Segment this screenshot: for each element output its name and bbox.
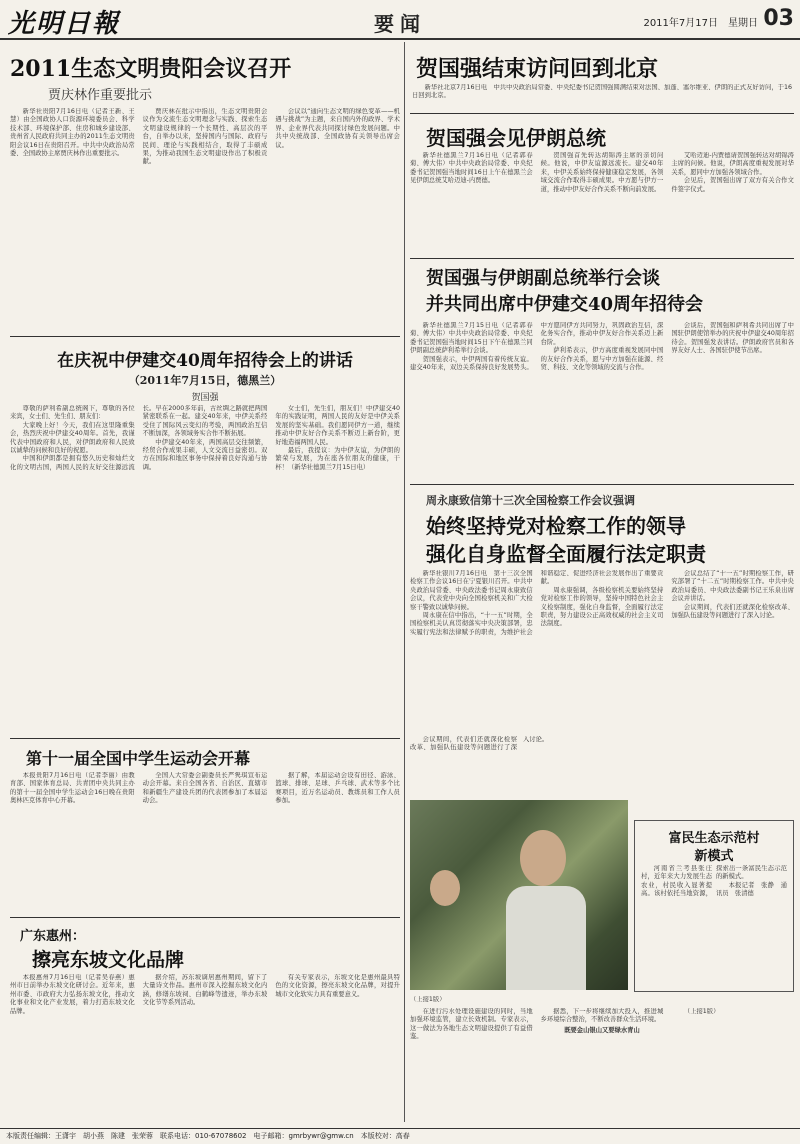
divider (410, 113, 794, 114)
article-body: 本报贵阳7月16日电（记者李丽）由教育部、国家体育总局、共青团中央共同主办的第十一届全国中学生运动会16日晚在贵阳奥林匹克体育中心开幕。 全国人大常委会副委员长严隽琪宣布运动会开幕。来自全国各省、自治区、直辖市和新疆生产建设兵团的代表团参加了本届运动会。 据了解，本届运动会设有田径、游泳、篮球、排球、足球、乒乓球、武术等多个比赛项目，近万名运动员、教练员和工作人员参加。 (10, 772, 400, 805)
article-title: 贺国强与伊朗副总统举行会谈 (426, 268, 660, 289)
article-body: 新华社德黑兰7月15日电（记者郭春菊、傅大伟）中共中央政治局常委、中央纪委书记贺国强当地时间15日下午在德黑兰同伊朗副总统萨利希举行会谈。 贺国强表示，中伊两国有着传统友谊。建交40年来，双边关系保持良好发展势头。中方愿同伊方共同努力，巩固政治互信，深化务实合作，推动中伊友好合作关系迈上新台阶。 萨利希表示，伊方高度重视发展同中国的友好合作关系，愿与中方加强在能源、经贸、科技、文化等领域的交流与合作。 会谈后，贺国强和萨利希共同出席了中国驻伊朗使馆举办的庆祝中伊建交40周年招待会。贺国强发表讲话。伊朗政府官员和各界友好人士、各国驻伊使节出席。 (410, 322, 794, 372)
section-title: 要闻 (374, 12, 426, 36)
divider (10, 917, 400, 918)
person-face (520, 830, 566, 886)
person-face (430, 870, 460, 906)
article-body: 新华社德黑兰7月16日电（记者郭春菊、傅大伟）中共中央政治局常委、中央纪委书记贺国强当地时间16日上午在德黑兰会见伊朗总统艾哈迈迪-内贾德。 贺国强首先转达胡锦涛主席的亲切问候。他说，中伊友谊源远流长。建交40年来，中伊关系始终保持健康稳定发展，各领域交流合作取得丰硕成果。中方愿与伊方一道，推动中伊友好合作关系不断向前发展。 艾哈迈迪-内贾德请贺国强转达对胡锦涛主席的问候。他说，伊朗高度重视发展对华关系，愿同中方加强各领域合作。 会见后，贺国强出席了双方有关合作文件签字仪式。 (410, 152, 794, 193)
article-body: 新华社北京7月16日电 中共中央政治局常委、中央纪委书记贺国强圆满结束对法国、加蓬、塞尔维亚、伊朗的正式友好访问，于16日回到北京。 (412, 84, 792, 100)
article-subtitle: 贾庆林作重要批示 (48, 88, 153, 103)
article-body: 新华社银川7月16日电 第十三次全国检察工作会议16日在宁夏银川召开。中共中央政治局常委、中央政法委书记周永康致信会议，代表党中央向全国检察机关和广大检察干警致以诚挚问候。 周永康在信中指出，“十一五”时期，全国检察机关认真贯彻落实中央决策部署，忠实履行宪法和法律赋予的职责，为维护社会和谐稳定、促进经济社会发展作出了重要贡献。 周永康强调，各级检察机关要始终坚持党对检察工作的领导，坚持中国特色社会主义检察制度，强化自身监督，全面履行法定职责，努力建设公正高效权威的社会主义司法制度。 会议总结了“十一五”时期检察工作，研究部署了“十二五”时期检察工作。中共中央政治局委员、中央政法委副书记王乐泉出席会议并讲话。 会议期间，代表们还就深化检察改革、加强队伍建设等问题进行了深入讨论。 (410, 570, 794, 636)
article-title: 贺国强会见伊朗总统 (426, 126, 606, 150)
speech-author: 贺国强 (191, 393, 219, 403)
article-body: 在进行污水处理设施建设的同时，当地加强环境监管，建立长效机制。专家表示，这一做法为各地生态文明建设提供了有益借鉴。 据悉，下一步将继续加大投入，推进城乡环境综合整治，不断改善群众生活环境。 既要金山银山又要绿水青山 （上接1版） (410, 1008, 720, 1041)
newspaper-logo: 光明日報 (8, 9, 121, 39)
sidebar-box (634, 820, 794, 992)
box-body: 河南省兰考县张庄村，近年来大力发展生态农业，村民收入显著提高。该村依托当地资源，探索出一条富民生态示范的新模式。 本报记者 张静 通讯员 张清德 (641, 865, 787, 898)
photo-caption: （上接1版） (410, 996, 446, 1003)
article-title: 贺国强结束访问回到北京 (416, 56, 659, 82)
article-title: 2011生态文明贵阳会议召开 (10, 56, 292, 82)
divider (10, 336, 400, 337)
article-title: 始终坚持党对检察工作的领导 (426, 514, 686, 538)
box-title: 富民生态示范村 (668, 831, 760, 846)
article-body: 新华社贵阳7月16日电（记者王新、王慧）由全国政协人口资源环境委员会、科学技术部、环境保护部、住房和城乡建设部、贵州省人民政府共同主办的2011生态文明贵阳会议16日在贵阳召开。中共中央政治局常委、全国政协主席贾庆林作出重要批示。 贾庆林在批示中指出，生态文明贵阳会议作为交流生态文明理念与实践、探索生态文明建设规律的一个长期性、高层次的平台，自举办以来，坚持国内与国际、政府与民间、理论与实践相结合，取得了丰硕成果，为推动我国生态文明建设作出了积极贡献。 会议以“通向生态文明的绿色变革——机遇与挑战”为主题，来自国内外的政界、学术界、企业界代表共同探讨绿色发展问题。中共中央统战部、全国政协有关领导出席会议。 (10, 108, 400, 166)
editor-info: 本版责任编辑：王潇宇 胡小燕 陈建 张荣蓉 联系电话：010-67078602 电子邮箱：gmrbywr@gmw.cn 本版校对：高春 (6, 1132, 410, 1140)
article-kicker: 周永康致信第十三次全国检察工作会议强调 (426, 494, 635, 507)
article-title: 擦亮东坡文化品牌 (32, 949, 185, 971)
article-title-line2: 强化自身监督全面履行法定职责 (426, 542, 706, 566)
page-number: 03 (763, 6, 794, 31)
divider (10, 738, 400, 739)
article-kicker: 广东惠州： (20, 929, 86, 944)
issue-date: 2011年7月17日 星期日 (643, 18, 758, 29)
article-subtitle: 并共同出席中伊建交40周年招待会 (426, 294, 704, 315)
news-photo (410, 800, 628, 990)
article-body: 本报惠州7月16日电（记者吴春燕）惠州市日前举办东坡文化研讨会。近年来，惠州市委、市政府大力弘扬东坡文化，推动文化事业和文化产业发展，着力打造东坡文化品牌。 据介绍，苏东坡谪居惠州期间，留下了大量诗文作品。惠州市深入挖掘东坡文化内涵，修缮东坡祠、白鹤峰等遗迹，举办东坡文化节等系列活动。 有关专家表示，东坡文化是惠州最具特色的文化资源，擦亮东坡文化品牌，对提升城市文化软实力具有重要意义。 (10, 974, 400, 1015)
divider (410, 258, 794, 259)
speech-body: 尊敬的萨利希副总统阁下，尊敬的各位来宾，女士们、先生们、朋友们： 大家晚上好！今天，我们在这里隆重集会，热烈庆祝中伊建交40周年。首先，我谨代表中国政府和人民，对伊朗政府和人民致以诚挚的问候和良好的祝愿。 中国和伊朗都是拥有悠久历史和灿烂文化的文明古国，两国人民的友好交往源远流长。早在2000多年前，古丝绸之路就把两国紧密联系在一起。建交40年来，中伊关系经受住了国际风云变幻的考验，两国政治互信不断加深，各领域务实合作不断拓展。 中伊建交40年来，两国高层交往频繁，经贸合作成果丰硕，人文交流日益密切。双方在国际和地区事务中保持着良好沟通与协调。 女士们，先生们，朋友们！中伊建交40年的实践证明，两国人民的友好是中伊关系发展的坚实基础。我们愿同伊方一道，继续推动中伊友好合作关系不断迈上新台阶，更好地造福两国人民。 最后，我提议：为中伊友谊，为伊朗的繁荣与发展，为在座各位朋友的健康，干杯！（新华社德黑兰7月15日电） (10, 405, 400, 471)
article-body: 会议期间，代表们还就深化检察改革、加强队伍建设等问题进行了深入讨论。 (410, 736, 549, 752)
box-title-line2: 新模式 (694, 849, 734, 864)
column-divider (404, 42, 405, 1122)
subhead: 既要金山银山又要绿水青山 (564, 1026, 640, 1034)
footer (0, 1128, 800, 1144)
divider (410, 484, 794, 485)
speech-title: 在庆祝中伊建交40周年招待会上的讲话 (57, 351, 353, 371)
masthead (0, 0, 800, 40)
speech-date: （2011年7月15日，德黑兰） (128, 374, 282, 387)
person-shirt (506, 886, 586, 990)
article-title: 第十一届全国中学生运动会开幕 (26, 749, 251, 768)
